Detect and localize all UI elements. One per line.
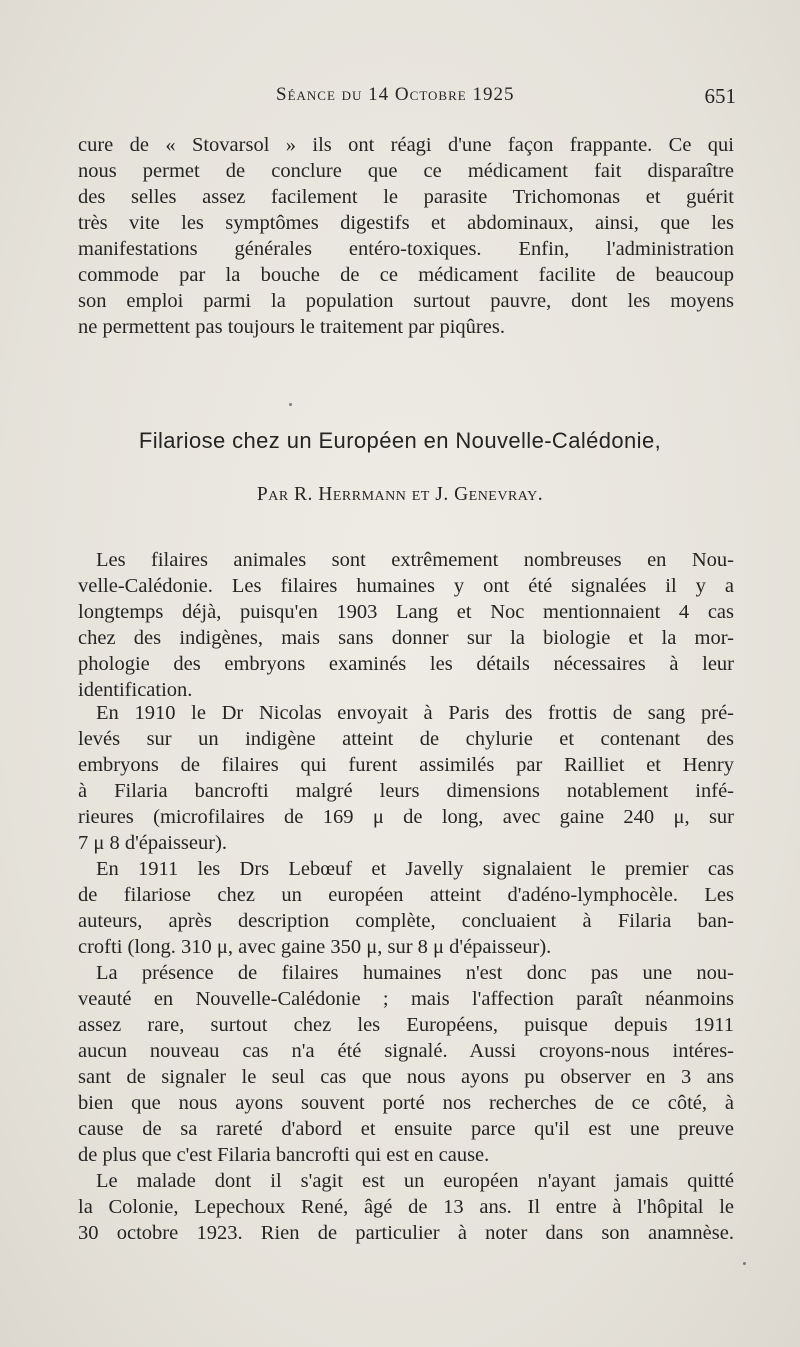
text-line: Les filaires animales sont extrêmement nombreuses en Nou-	[96, 549, 734, 571]
text-line: En 1910 le Dr Nicolas envoyait à Paris des frottis de sang pré-	[96, 702, 734, 724]
text-line: bien que nous ayons souvent porté nos recherches de ce côté, à	[78, 1092, 734, 1114]
text-line: 7 μ 8 d'épaisseur).	[78, 832, 228, 854]
text-line: cause de sa rareté d'abord et ensuite parce qu'il est une preuve	[78, 1118, 734, 1140]
text-line: identification.	[78, 679, 193, 701]
ink-speck	[289, 403, 292, 406]
text-line: crofti (long. 310 μ, avec gaine 350 μ, sur 8 μ d'épaisseur).	[78, 936, 552, 958]
ink-speck	[743, 1262, 746, 1265]
text-line: La présence de filaires humaines n'est donc pas une nou-	[96, 962, 734, 984]
text-line: de filariose chez un européen atteint d'adéno-lymphocèle. Les	[78, 884, 734, 906]
text-line: embryons de filaires qui furent assimilés par Railliet et Henry	[78, 754, 734, 776]
text-line: veauté en Nouvelle-Calédonie ; mais l'affection paraît néanmoins	[78, 988, 734, 1010]
text-line: très vite les symptômes digestifs et abdominaux, ainsi, que les	[78, 212, 734, 234]
text-line: assez rare, surtout chez les Européens, puisque depuis 1911	[78, 1014, 734, 1036]
article-title: Filariose chez un Européen en Nouvelle-Calédonie,	[138, 428, 662, 453]
page-header	[76, 84, 736, 114]
text-line: 30 octobre 1923. Rien de particulier à noter dans son anamnèse.	[78, 1222, 734, 1244]
text-line: auteurs, après description complète, concluaient à Filaria ban-	[78, 910, 734, 932]
text-line: velle-Calédonie. Les filaires humaines y ont été signalées il y a	[78, 575, 734, 597]
article-authors: Par R. Herrmann et J. Genevray.	[256, 484, 544, 505]
text-line: sant de signaler le seul cas que nous ayons pu observer en 3 ans	[78, 1066, 734, 1088]
text-line: En 1911 les Drs Lebœuf et Javelly signalaient le premier cas	[96, 858, 734, 880]
text-line: Le malade dont il s'agit est un européen n'ayant jamais quitté	[96, 1170, 734, 1192]
text-line: aucun nouveau cas n'a été signalé. Aussi croyons-nous intéres-	[78, 1040, 734, 1062]
text-line: rieures (microfilaires de 169 μ de long, avec gaine 240 μ, sur	[78, 806, 734, 828]
text-line: levés sur un indigène atteint de chylurie et contenant des	[78, 728, 734, 750]
text-line: ne permettent pas toujours le traitement par piqûres.	[78, 316, 505, 338]
text-line: la Colonie, Lepechoux René, âgé de 13 ans. Il entre à l'hôpital le	[78, 1196, 734, 1218]
text-line: phologie des embryons examinés les détails nécessaires à leur	[78, 653, 734, 675]
text-line: manifestations générales entéro-toxiques. Enfin, l'administration	[78, 238, 734, 260]
text-line: cure de « Stovarsol » ils ont réagi d'une façon frappante. Ce qui	[78, 134, 734, 156]
text-line: longtemps déjà, puisqu'en 1903 Lang et Noc mentionnaient 4 cas	[78, 601, 734, 623]
text-line: de plus que c'est Filaria bancrofti qui est en cause.	[78, 1144, 490, 1166]
text-line: des selles assez facilement le parasite Trichomonas et guérit	[78, 186, 734, 208]
text-line: chez des indigènes, mais sans donner sur la biologie et la mor-	[78, 627, 734, 649]
text-line: son emploi parmi la population surtout pauvre, dont les moyens	[78, 290, 734, 312]
text-line: nous permet de conclure que ce médicament fait disparaître	[78, 160, 734, 182]
running-head: Séance du 14 Octobre 1925	[276, 84, 515, 105]
text-line: à Filaria bancrofti malgré leurs dimensions notablement infé-	[78, 780, 734, 802]
text-line: commode par la bouche de ce médicament facilite de beaucoup	[78, 264, 734, 286]
page-number: 651	[704, 84, 736, 108]
